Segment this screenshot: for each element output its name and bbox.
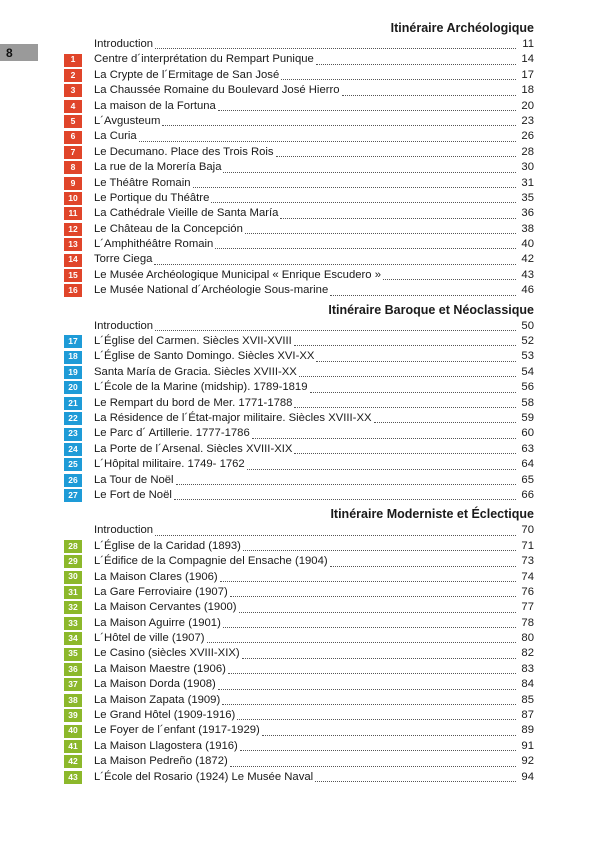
- entry-number-badge: 23: [64, 428, 82, 441]
- dot-leader: [315, 781, 516, 782]
- dot-leader: [239, 612, 516, 613]
- entry-number-badge: 8: [64, 161, 82, 174]
- entry-number-badge: 37: [64, 678, 82, 691]
- toc-entry: [64, 268, 534, 283]
- toc-entry: [64, 145, 534, 160]
- toc-entry: [64, 191, 534, 206]
- entry-label: L´École del Rosario (1924) Le Musée Naval: [94, 770, 314, 783]
- entry-label: Le Decumano. Place des Trois Rois: [94, 145, 274, 158]
- toc-entry: [64, 380, 534, 395]
- entry-label: La Maison Pedreño (1872): [94, 755, 228, 768]
- dot-leader: [230, 766, 516, 767]
- entry-number-badge: 4: [64, 100, 82, 113]
- toc-entry: [64, 349, 534, 364]
- entry-page-number: 64: [521, 458, 534, 471]
- entry-number-badge: 32: [64, 601, 82, 614]
- dot-leader: [316, 361, 516, 362]
- page-number: 8: [6, 45, 13, 60]
- entry-label: L´Hôtel de ville (1907): [94, 632, 205, 645]
- entry-page-number: 53: [521, 350, 534, 363]
- toc-entry: [64, 677, 534, 692]
- toc-entry: [64, 206, 534, 221]
- toc-entry: [64, 83, 534, 98]
- entry-number-badge: 11: [64, 207, 82, 220]
- entry-number-badge: 25: [64, 458, 82, 471]
- dot-leader: [247, 469, 516, 470]
- dot-leader: [299, 376, 516, 377]
- entry-page-number: 63: [521, 442, 534, 455]
- entry-page-number: 46: [521, 284, 534, 297]
- entry-number-badge: 15: [64, 269, 82, 282]
- entry-number-badge: 9: [64, 177, 82, 190]
- entry-label: Le Foyer de l´enfant (1917-1929): [94, 724, 260, 737]
- toc-entry: [64, 37, 534, 52]
- entry-page-number: 50: [521, 319, 534, 332]
- entry-label: La Maison Cervantes (1900): [94, 601, 237, 614]
- entry-page-number: 14: [521, 53, 534, 66]
- entry-number-badge: 20: [64, 381, 82, 394]
- dot-leader: [374, 422, 516, 423]
- entry-label: L´Église de la Caridad (1893): [94, 539, 241, 552]
- toc-entry: [64, 488, 534, 503]
- entry-label: La Crypte de l´Ermitage de San José: [94, 68, 280, 81]
- entry-label: L´Avgusteum: [94, 114, 161, 127]
- dot-leader: [276, 156, 516, 157]
- entry-number-badge: 38: [64, 694, 82, 707]
- toc-entry: [64, 68, 534, 83]
- dot-leader: [162, 125, 516, 126]
- dot-leader: [294, 345, 516, 346]
- entry-number-badge: 2: [64, 69, 82, 82]
- entry-number-badge: 10: [64, 192, 82, 205]
- entry-page-number: 54: [521, 365, 534, 378]
- entry-number-badge: 41: [64, 740, 82, 753]
- toc-entry: [64, 693, 534, 708]
- entry-label: La Maison Dorda (1908): [94, 678, 216, 691]
- toc-entry: [64, 442, 534, 457]
- dot-leader: [316, 64, 516, 65]
- dot-leader: [245, 233, 516, 234]
- toc-entry: [64, 426, 534, 441]
- entry-number-badge: 30: [64, 571, 82, 584]
- entry-page-number: 23: [521, 114, 534, 127]
- toc-entry: [64, 283, 534, 298]
- toc-entry: [64, 723, 534, 738]
- toc-entry: [64, 396, 534, 411]
- toc-entry: [64, 770, 534, 785]
- entry-number-badge: 33: [64, 617, 82, 630]
- entry-page-number: 35: [521, 191, 534, 204]
- toc-entry: [64, 114, 534, 129]
- entry-page-number: 42: [521, 253, 534, 266]
- toc-entry: [64, 754, 534, 769]
- entry-number-badge: 31: [64, 586, 82, 599]
- entry-page-number: 83: [521, 662, 534, 675]
- toc-entry: [64, 585, 534, 600]
- section-title: Itinéraire Baroque et Néoclassique: [328, 302, 534, 317]
- entry-page-number: 59: [521, 411, 534, 424]
- entry-label: L´Amphithéâtre Romain: [94, 238, 214, 251]
- entry-page-number: 85: [521, 693, 534, 706]
- entry-number-badge: 6: [64, 131, 82, 144]
- entry-page-number: 60: [521, 427, 534, 440]
- dot-leader: [330, 566, 516, 567]
- dot-leader: [223, 172, 516, 173]
- toc-entry: [64, 99, 534, 114]
- entry-page-number: 82: [521, 647, 534, 660]
- entry-number-badge: 42: [64, 755, 82, 768]
- entry-number-badge: 29: [64, 555, 82, 568]
- entry-number-badge: [64, 525, 82, 538]
- entry-page-number: 74: [521, 570, 534, 583]
- toc-entry: [64, 631, 534, 646]
- toc-entry: [64, 252, 534, 267]
- entry-label: La Résidence de l´État-major militaire. Siècles XVIII-XX: [94, 411, 372, 424]
- entry-page-number: 30: [521, 161, 534, 174]
- entry-number-badge: 39: [64, 709, 82, 722]
- entry-label: La Maison Llagostera (1916): [94, 739, 238, 752]
- dot-leader: [176, 484, 516, 485]
- dot-leader: [155, 330, 516, 331]
- entry-label: La Porte de l´Arsenal. Siècles XVIII-XIX: [94, 442, 293, 455]
- toc-entry: [64, 319, 534, 334]
- toc-entry: [64, 600, 534, 615]
- dot-leader: [155, 535, 516, 536]
- entry-number-badge: 27: [64, 489, 82, 502]
- entry-number-badge: 19: [64, 366, 82, 379]
- entry-label: La Maison Clares (1906): [94, 570, 218, 583]
- toc-entry: [64, 739, 534, 754]
- toc-entry: [64, 365, 534, 380]
- entry-label: La Tour de Noël: [94, 473, 174, 486]
- dot-leader: [330, 295, 516, 296]
- dot-leader: [383, 279, 516, 280]
- toc-entry: [64, 554, 534, 569]
- entry-number-badge: 7: [64, 146, 82, 159]
- entry-label: Le Parc d´ Artillerie. 1777-1786: [94, 427, 250, 440]
- entry-page-number: 87: [521, 709, 534, 722]
- entry-page-number: 17: [521, 68, 534, 81]
- section-title: Itinéraire Moderniste et Éclectique: [330, 507, 534, 522]
- entry-page-number: 65: [521, 473, 534, 486]
- entry-number-badge: 1: [64, 54, 82, 67]
- dot-leader: [222, 704, 516, 705]
- entry-label: Introduction: [94, 38, 154, 50]
- entry-number-badge: 16: [64, 284, 82, 297]
- entry-number-badge: 36: [64, 663, 82, 676]
- entry-label: La rue de la Morería Baja: [94, 161, 222, 174]
- entry-page-number: 56: [521, 381, 534, 394]
- dot-leader: [223, 627, 516, 628]
- entry-label: Introduction: [94, 319, 154, 332]
- entry-label: L´Église del Carmen. Siècles XVII-XVIII: [94, 335, 292, 348]
- entry-label: Le Casino (siècles XVIII-XIX): [94, 647, 240, 660]
- entry-label: La Gare Ferroviaire (1907): [94, 585, 228, 598]
- entry-page-number: 92: [521, 755, 534, 768]
- dot-leader: [193, 187, 517, 188]
- entry-page-number: 18: [521, 84, 534, 97]
- entry-number-badge: 21: [64, 397, 82, 410]
- entry-label: La Chaussée Romaine du Boulevard José Hierro: [94, 84, 340, 97]
- toc-entry: [64, 539, 534, 554]
- entry-number-badge: [64, 38, 82, 51]
- dot-leader: [310, 392, 517, 393]
- toc-entry: [64, 473, 534, 488]
- entry-label: L´Église de Santo Domingo. Siècles XVI-XX: [94, 350, 315, 363]
- entry-label: La Maison Zapata (1909): [94, 693, 221, 706]
- entry-label: Introduction: [94, 524, 154, 537]
- entry-label: Le Château de la Concepción: [94, 222, 243, 235]
- dot-leader: [211, 202, 516, 203]
- dot-leader: [230, 596, 516, 597]
- entry-label: L´École de la Marine (midship). 1789-1819: [94, 381, 308, 394]
- dot-leader: [237, 719, 516, 720]
- entry-page-number: 52: [521, 335, 534, 348]
- entry-page-number: 84: [521, 678, 534, 691]
- entry-page-number: 77: [521, 601, 534, 614]
- entry-page-number: 73: [521, 555, 534, 568]
- dot-leader: [207, 642, 516, 643]
- toc-entry: [64, 457, 534, 472]
- toc-entry: [64, 523, 534, 538]
- entry-page-number: 78: [521, 616, 534, 629]
- entry-page-number: 36: [521, 207, 534, 220]
- entry-number-badge: 24: [64, 443, 82, 456]
- toc-entry: [64, 52, 534, 67]
- entry-page-number: 89: [521, 724, 534, 737]
- entry-number-badge: 28: [64, 540, 82, 553]
- page-number-tab: [0, 44, 38, 61]
- toc-entry: [64, 708, 534, 723]
- entry-page-number: 38: [521, 222, 534, 235]
- toc-entry: [64, 237, 534, 252]
- entry-label: La Curia: [94, 130, 137, 143]
- entry-number-badge: 43: [64, 771, 82, 784]
- dot-leader: [294, 407, 516, 408]
- entry-label: Le Fort de Noël: [94, 488, 172, 501]
- entry-number-badge: 14: [64, 254, 82, 267]
- entry-number-badge: 5: [64, 115, 82, 128]
- dot-leader: [280, 218, 516, 219]
- entry-page-number: 26: [521, 130, 534, 143]
- entry-page-number: 70: [521, 524, 534, 537]
- entry-page-number: 11: [522, 38, 534, 50]
- dot-leader: [342, 95, 516, 96]
- entry-number-badge: 22: [64, 412, 82, 425]
- dot-leader: [228, 673, 516, 674]
- entry-page-number: 66: [521, 488, 534, 501]
- dot-leader: [243, 550, 516, 551]
- entry-number-badge: 40: [64, 725, 82, 738]
- dot-leader: [294, 453, 516, 454]
- toc-entry: [64, 222, 534, 237]
- toc-entry: [64, 129, 534, 144]
- dot-leader: [215, 248, 516, 249]
- dot-leader: [220, 581, 516, 582]
- entry-number-badge: 13: [64, 238, 82, 251]
- section-title: Itinéraire Archéologique: [390, 21, 534, 35]
- toc-entry: [64, 334, 534, 349]
- dot-leader: [281, 79, 516, 80]
- toc-entry: [64, 176, 534, 191]
- dot-leader: [174, 499, 516, 500]
- dot-leader: [155, 48, 516, 49]
- entry-number-badge: 17: [64, 335, 82, 348]
- dot-leader: [240, 750, 516, 751]
- dot-leader: [218, 689, 516, 690]
- toc-entry: [64, 570, 534, 585]
- entry-number-badge: 12: [64, 223, 82, 236]
- toc-entry: [64, 662, 534, 677]
- entry-number-badge: 26: [64, 474, 82, 487]
- entry-label: Santa María de Gracia. Siècles XVIII-XX: [94, 365, 297, 378]
- entry-label: La maison de la Fortuna: [94, 99, 216, 112]
- dot-leader: [262, 735, 516, 736]
- entry-label: Le Rempart du bord de Mer. 1771-1788: [94, 396, 293, 409]
- entry-label: La Cathédrale Vieille de Santa María: [94, 207, 279, 220]
- toc-entry: [64, 160, 534, 175]
- entry-page-number: 58: [521, 396, 534, 409]
- entry-page-number: 71: [521, 539, 534, 552]
- entry-number-badge: 35: [64, 648, 82, 661]
- entry-label: La Maison Maestre (1906): [94, 662, 226, 675]
- entry-label: Le Grand Hôtel (1909-1916): [94, 709, 236, 722]
- entry-number-badge: 34: [64, 632, 82, 645]
- entry-page-number: 43: [521, 268, 534, 281]
- entry-page-number: 76: [521, 585, 534, 598]
- dot-leader: [218, 110, 516, 111]
- entry-page-number: 31: [521, 176, 534, 189]
- entry-page-number: 20: [521, 99, 534, 112]
- entry-label: Le Théâtre Romain: [94, 176, 191, 189]
- entry-number-badge: [64, 320, 82, 333]
- entry-label: L´Édifice de la Compagnie del Ensache (1904): [94, 555, 328, 568]
- entry-label: Le Musée Archéologique Municipal « Enrique Escudero »: [94, 268, 381, 281]
- entry-label: Le Musée National d´Archéologie Sous-marine: [94, 284, 329, 297]
- entry-label: La Maison Aguirre (1901): [94, 616, 221, 629]
- entry-page-number: 94: [521, 770, 534, 783]
- entry-number-badge: 18: [64, 351, 82, 364]
- dot-leader: [242, 658, 516, 659]
- entry-label: Torre Ciega: [94, 253, 153, 266]
- entry-page-number: 28: [521, 145, 534, 158]
- dot-leader: [154, 264, 516, 265]
- dot-leader: [252, 438, 516, 439]
- dot-leader: [139, 141, 516, 142]
- entry-label: Le Portique du Théâtre: [94, 191, 210, 204]
- entry-label: L´Hôpital militaire. 1749- 1762: [94, 458, 245, 471]
- entry-page-number: 91: [521, 739, 534, 752]
- table-of-contents: [64, 20, 534, 785]
- toc-entry: [64, 411, 534, 426]
- entry-label: Centre d´interprétation du Rempart Punique: [94, 53, 314, 66]
- entry-page-number: 80: [521, 632, 534, 645]
- toc-entry: [64, 646, 534, 661]
- entry-page-number: 40: [521, 238, 534, 251]
- toc-entry: [64, 616, 534, 631]
- entry-number-badge: 3: [64, 84, 82, 97]
